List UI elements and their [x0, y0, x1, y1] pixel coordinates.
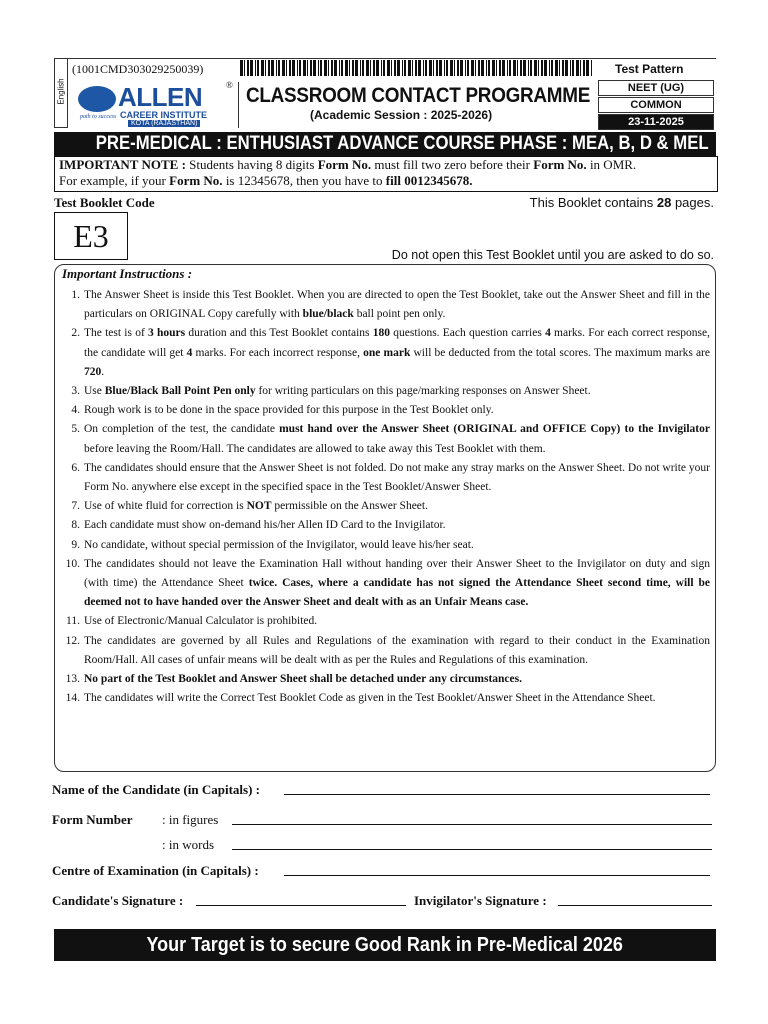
- instruction-text: Use of Electronic/Manual Calculator is prohibited.: [84, 615, 318, 628]
- barcode: [240, 60, 592, 76]
- instruction-item: [62, 420, 710, 458]
- instruction-item: [62, 689, 710, 708]
- course-banner: [54, 132, 716, 156]
- logo-tagline: path to success: [80, 114, 117, 120]
- academic-session: (Academic Session : 2025-2026): [310, 108, 493, 122]
- name-label: Name of the Candidate (in Capitals) :: [52, 782, 260, 797]
- allen-logo: [74, 80, 234, 128]
- instruction-number: 7.: [71, 500, 80, 513]
- pattern-date: 23-11-2025: [598, 114, 714, 130]
- instruction-item: [62, 324, 710, 382]
- instruction-number: 12.: [65, 634, 80, 647]
- instruction-item: [62, 536, 710, 555]
- logo-emblem-icon: [78, 86, 116, 112]
- instruction-item: [62, 401, 710, 420]
- instruction-item: [62, 516, 710, 535]
- form-number-words-field[interactable]: [232, 849, 712, 850]
- note-text: is 12345678, then you have to: [225, 173, 383, 188]
- instruction-text: The test is of 3 hours duration and this Test Booklet contains 180 questions. Each question carries 4 marks. For each correct response, the candidate will get 4 marks. For each incorrect response, one mark will be deducted from the total scores. The maximum marks are 720.: [84, 327, 710, 378]
- booklet-code-label: Test Booklet Code: [54, 195, 155, 210]
- candidate-signature-field[interactable]: [196, 905, 406, 906]
- language-label: English: [56, 78, 66, 105]
- page-count-suffix: pages.: [674, 195, 714, 210]
- instruction-text: No candidate, without special permission of the Invigilator, would leave his/her seat.: [84, 538, 474, 551]
- pattern-type: COMMON: [598, 97, 714, 113]
- note-text: Students having 8 digits: [189, 157, 315, 172]
- page-count: 28: [656, 195, 672, 210]
- instruction-number: 3.: [71, 385, 80, 398]
- instruction-number: 14.: [65, 692, 80, 705]
- candidate-signature-label: Candidate's Signature :: [52, 893, 184, 908]
- instruction-text: Rough work is to be done in the space provided for this purpose in the Test Booklet only.: [84, 404, 494, 417]
- header-divider: [238, 82, 239, 128]
- instruction-number: 9.: [71, 538, 80, 551]
- instruction-text: The candidates should ensure that the Answer Sheet is not folded. Do not make any stray marks on the Answer Sheet. Do not write your Form No. anywhere else except in the specified space in the Test Booklet/Answer Sheet.: [84, 461, 710, 494]
- instruction-text: Each candidate must show on-demand his/her Allen ID Card to the Invigilator.: [84, 519, 446, 532]
- instruction-item: [62, 459, 710, 497]
- note-emph: Form No.: [317, 157, 372, 172]
- instruction-text: The Answer Sheet is inside this Test Booklet. When you are directed to open the Test Booklet, take out the Answer Sheet and fill in the particulars on ORIGINAL Copy carefully with blue/black ball point pen only.: [84, 289, 710, 321]
- page-count-text: [430, 195, 714, 210]
- instruction-number: 4.: [71, 404, 80, 417]
- footer-text: Your Target is to secure Good Rank in Pre-Medical 2026: [146, 934, 624, 956]
- instruction-text: No part of the Test Booklet and Answer Sheet shall be detached under any circumstances.: [84, 673, 522, 686]
- note-text: must fill two zero before their: [374, 157, 530, 172]
- name-field[interactable]: [284, 794, 710, 795]
- invigilator-signature-label: Invigilator's Signature :: [414, 893, 547, 908]
- note-text: For example, if your: [59, 173, 166, 188]
- programme-title: CLASSROOM CONTACT PROGRAMME: [246, 84, 591, 107]
- instructions-title: Important Instructions :: [62, 266, 193, 281]
- language-box: [54, 58, 68, 128]
- note-label: IMPORTANT NOTE :: [59, 157, 186, 172]
- logo-location: KOTA (RAJASTHAN): [128, 120, 200, 127]
- instruction-item: [62, 612, 710, 631]
- footer-banner: [54, 929, 716, 961]
- logo-name: ALLEN: [118, 82, 203, 112]
- note-text: in OMR.: [589, 157, 637, 172]
- note-emph: fill 0012345678.: [385, 173, 473, 188]
- instruction-number: 1.: [71, 289, 80, 301]
- note-line-2: [59, 173, 717, 189]
- instruction-text: On completion of the test, the candidate must hand over the Answer Sheet (ORIGINAL and OFFICE Copy) to the Invigilator before leaving the Room/Hall. The candidates are allowed to take away this Test Booklet with them.: [84, 423, 710, 455]
- note-emph: Form No.: [533, 157, 587, 172]
- instruction-text: The candidates are governed by all Rules and Regulations of the examination with regard to their conduct in the Examination Room/Hall. All cases of unfair means will be dealt with as per the Rules and Regulations of this examination.: [84, 634, 710, 666]
- instruction-text: Use of white fluid for correction is NOT permissible on the Answer Sheet.: [84, 500, 428, 513]
- instruction-number: 2.: [71, 327, 80, 340]
- note-emph: Form No.: [169, 173, 223, 188]
- invigilator-signature-field[interactable]: [558, 905, 712, 906]
- page-count-prefix: This Booklet contains: [529, 195, 654, 210]
- centre-label: Centre of Examination (in Capitals) :: [52, 863, 259, 878]
- instruction-number: 10.: [65, 557, 80, 570]
- instruction-text: The candidates should not leave the Examination Hall without handing over their Answer Sheet to the Invigilator on duty and sign (with time) the Attendance Sheet twice. Cases, where a candidate has not signed the Attendance Sheet second time, will be deemed not to have handed over the Answer Sheet and dealt with as an Unfair Means case.: [84, 557, 710, 609]
- do-not-open-notice: Do not open this Test Booklet until you are asked to do so.: [391, 248, 714, 262]
- candidate-fields: [52, 782, 716, 922]
- note-line-1: [59, 157, 717, 173]
- instruction-item: [62, 497, 710, 516]
- instruction-number: 6.: [71, 461, 80, 474]
- instruction-number: 11.: [66, 615, 80, 628]
- in-words-label: : in words: [162, 837, 214, 852]
- pattern-box: [598, 80, 714, 128]
- form-number-figures-field[interactable]: [232, 824, 712, 825]
- instruction-item: [62, 555, 710, 613]
- logo-registered: ®: [226, 80, 233, 90]
- instruction-item: [62, 632, 710, 670]
- instruction-text: Use Blue/Black Ball Point Pen only for writing particulars on this page/marking responses on Answer Sheet.: [84, 385, 591, 398]
- logo-subtitle: CAREER INSTITUTE: [120, 110, 208, 120]
- instruction-text: The candidates will write the Correct Test Booklet Code as given in the Test Booklet/Answer Sheet in the Attendance Sheet.: [84, 692, 656, 705]
- important-note: [54, 156, 718, 192]
- in-figures-label: : in figures: [162, 812, 219, 827]
- instruction-number: 13.: [65, 673, 80, 686]
- form-number-label: Form Number: [52, 812, 133, 827]
- instruction-item: [62, 286, 710, 324]
- instructions-list: [62, 286, 710, 708]
- booklet-code: E3: [54, 212, 128, 260]
- instruction-number: 5.: [71, 423, 80, 436]
- booklet-id: (1001CMD303029250039): [72, 62, 204, 76]
- instruction-item: [62, 670, 710, 689]
- test-pattern-label: Test Pattern: [615, 62, 684, 76]
- centre-field[interactable]: [284, 875, 710, 876]
- pattern-exam: NEET (UG): [598, 80, 714, 96]
- instruction-number: 8.: [71, 519, 80, 532]
- course-banner-text: PRE-MEDICAL : ENTHUSIAST ADVANCE COURSE PHASE : MEA, B, D & MEL: [95, 133, 709, 154]
- instruction-item: [62, 382, 710, 401]
